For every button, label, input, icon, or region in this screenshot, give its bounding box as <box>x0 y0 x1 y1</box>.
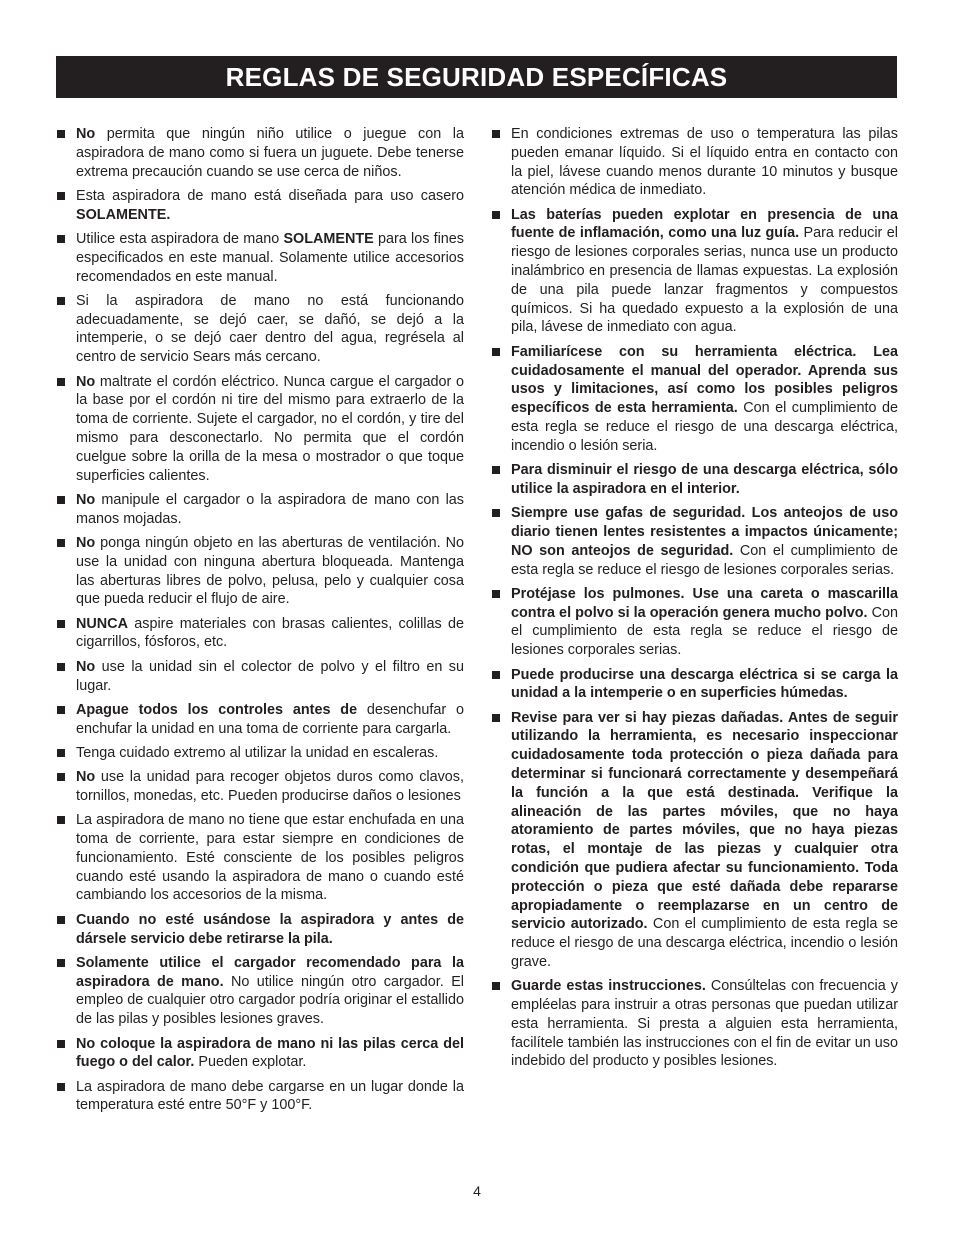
rule-item <box>56 811 464 905</box>
rule-text: La aspiradora de mano debe cargarse en un lugar donde la temperatura esté entre 50°F y 100°F. <box>76 1078 464 1114</box>
square-bullet-icon <box>492 671 500 679</box>
rule-item <box>56 230 464 286</box>
rule-item <box>56 658 464 696</box>
page-title: REGLAS DE SEGURIDAD ESPECÍFICAS <box>225 61 728 92</box>
square-bullet-icon <box>57 130 65 138</box>
square-bullet-icon <box>492 211 500 219</box>
rule-text-bold: Solamente utilice el cargador recomendado para la aspiradora de mano. <box>76 954 464 990</box>
rule-item <box>56 701 464 739</box>
rule-text: La aspiradora de mano no tiene que estar enchufada en una toma de corriente, para estar siempre en condiciones de funcionamiento. Esté consciente de los posibles peligros cuando esté usando la aspiradora de mano o cuando esté cambiando los accesorios de la misma. <box>76 812 464 904</box>
rule-text-bold: Protéjase los pulmones. Use una careta o mascarilla contra el polvo si la operación genera mucho polvo. <box>511 585 898 621</box>
rule-item <box>56 768 464 806</box>
rule-text: Con el cumplimiento de esta regla se reduce el riesgo de lesiones corporales serias. <box>511 604 898 659</box>
rule-text: En condiciones extremas de uso o temperatura las pilas pueden emanar líquido. Si el líquido entra en contacto con la piel, lávese cuando menos durante 10 minutos y busque atención médica de inmediato. <box>511 126 898 199</box>
square-bullet-icon <box>57 1083 65 1091</box>
rule-item <box>491 206 898 338</box>
square-bullet-icon <box>57 959 65 967</box>
rule-text-bold: Revise para ver si hay piezas dañadas. Antes de seguir utilizando la herramienta, es necesario inspeccionar cuidadosamente toda protección o pieza dañada para determinar si funcionará correctamente y desempeñará la función a la que está destinada. Verifique la alineación de las partes móviles, que no haya atoramiento de partes móviles, que no haya piezas rotas, el montaje de las piezas y cualquier otra condición que pudiera afectar su funcionamiento. Toda protección o pieza que esté dañada debe repararse apropiadamente o reemplazarse en un centro de servicio autorizado. <box>511 709 898 933</box>
rule-text-bold: SOLAMENTE <box>283 230 374 247</box>
square-bullet-icon <box>57 816 65 824</box>
square-bullet-icon <box>57 663 65 671</box>
rule-text-bold: NUNCA <box>76 615 128 632</box>
right-rules-list <box>491 125 898 1071</box>
square-bullet-icon <box>492 982 500 990</box>
rule-text-bold: Apague todos los controles antes de <box>76 701 358 718</box>
square-bullet-icon <box>57 1040 65 1048</box>
square-bullet-icon <box>57 749 65 757</box>
rule-text-bold: SOLAMENTE. <box>76 206 171 223</box>
rule-item <box>491 977 898 1071</box>
rule-text: Esta aspiradora de mano está diseñada para uso casero <box>76 187 464 204</box>
rule-text-bold: No <box>76 658 96 675</box>
rule-text: Con el cumplimiento de esta regla se reduce el riesgo de lesiones corporales serias. <box>511 542 898 578</box>
square-bullet-icon <box>492 130 500 138</box>
rule-text-bold: No <box>76 126 96 142</box>
rule-item <box>491 666 898 704</box>
rule-text: desenchufar o enchufar la unidad en una toma de corriente para cargarla. <box>76 701 464 737</box>
right-column <box>491 125 898 1077</box>
rule-text: Consúltelas con frecuencia y empléelas para instruir a otras personas que puedan utilizar esta herramienta. Si presta a alguien esta herramienta, facilítele también las instrucciones con el fin de evitar un uso indebido del producto y posibles lesiones. <box>511 978 898 1070</box>
rule-text-bold: Puede producirse una descarga eléctrica si se carga la unidad a la intemperie o en superficies húmedas. <box>511 666 898 702</box>
square-bullet-icon <box>57 192 65 200</box>
rule-item <box>491 585 898 660</box>
rule-item <box>491 343 898 456</box>
rule-item <box>491 709 898 972</box>
rule-item <box>56 911 464 949</box>
rule-text-bold: No <box>76 769 96 786</box>
rule-item <box>56 491 464 529</box>
rule-text: Pueden explotar. <box>194 1054 307 1071</box>
rule-text: para los fines especificados en este manual. Solamente utilice accesorios recomendados en este manual. <box>76 230 465 285</box>
rule-text: ponga ningún objeto en las aberturas de ventilación. No use la unidad con ninguna abertura bloqueada. Mantenga las aberturas libres de polvo, pelusa, pelo y cualquier cosa que pueda reducir el flujo de aire. <box>76 534 464 608</box>
square-bullet-icon <box>492 466 500 474</box>
rule-text: maltrate el cordón eléctrico. Nunca cargue el cargador o la base por el cordón ni tire del mismo para extraerlo de la toma de corriente. Sujete el cargador, no el cordón, y tire del mismo para desconectarlo. No permita que el cordón cuelgue sobre la orilla de la mesa o mostrador o que toque superficies calientes. <box>76 373 464 484</box>
rule-text-bold: No <box>76 491 96 508</box>
title-bar <box>56 56 897 98</box>
rule-text-bold: Cuando no esté usándose la aspiradora y antes de dársele servicio debe retirarse la pila. <box>76 911 464 947</box>
square-bullet-icon <box>57 916 65 924</box>
rule-item <box>56 125 464 181</box>
square-bullet-icon <box>57 297 65 305</box>
rule-text: permita que ningún niño utilice o juegue con la aspiradora de mano como si fuera un juguete. Debe tenerse extrema precaución cuando se use cerca de niños. <box>76 126 464 180</box>
square-bullet-icon <box>57 378 65 386</box>
square-bullet-icon <box>57 620 65 628</box>
rule-text: manipule el cargador o la aspiradora de mano con las manos mojadas. <box>76 491 464 527</box>
square-bullet-icon <box>492 590 500 598</box>
rule-item <box>56 292 464 367</box>
rule-text-bold: Las baterías pueden explotar en presencia de una fuente de inflamación, como una luz guía. <box>511 206 898 242</box>
square-bullet-icon <box>57 539 65 547</box>
left-rules-list <box>56 125 464 1115</box>
square-bullet-icon <box>57 496 65 504</box>
rule-text-bold: No coloque la aspiradora de mano ni las pilas cerca del fuego o del calor. <box>76 1035 464 1071</box>
rule-item <box>56 373 464 486</box>
square-bullet-icon <box>57 235 65 243</box>
rule-text: Utilice esta aspiradora de mano <box>76 230 284 247</box>
rule-text: Con el cumplimiento de esta regla se reduce el riesgo de una descarga eléctrica, incendio o lesión grave. <box>511 916 898 970</box>
rule-text-bold: Para disminuir el riesgo de una descarga eléctrica, sólo utilice la aspiradora en el interior. <box>511 462 898 497</box>
rule-text-bold: Familiarícese con su herramienta eléctrica. Lea cuidadosamente el manual del operador. Aprenda sus usos y limitaciones, así como los posibles peligros específicos de esta herramienta. <box>511 343 898 417</box>
rule-item <box>491 461 898 499</box>
rule-text: Si la aspiradora de mano no está funcionando adecuadamente, se dejó caer, se dañó, se dejó a la intemperie, o se dejó caer dentro del agua, regrésela al centro de servicio Sears más cercano. <box>76 292 464 366</box>
left-column <box>56 125 464 1121</box>
square-bullet-icon <box>57 706 65 714</box>
rule-text: use la unidad sin el colector de polvo y el filtro en su lugar. <box>76 658 464 694</box>
rule-text: Para reducir el riesgo de lesiones corporales serias, nunca use un producto inalámbrico en presencia de llamas expuestas. La explosión de una pila puede lanzar fragmentos y compuestos químicos. Si ha quedado expuesto a la explosión de una pila, lávese de inmediato con agua. <box>511 225 898 336</box>
square-bullet-icon <box>492 714 500 722</box>
square-bullet-icon <box>492 509 500 517</box>
rule-item <box>491 125 898 200</box>
rule-item <box>56 534 464 609</box>
rule-text: use la unidad para recoger objetos duros como clavos, tornillos, monedas, etc. Pueden producirse daños o lesiones <box>76 769 464 804</box>
rule-item <box>56 954 464 1029</box>
rule-text: Tenga cuidado extremo al utilizar la unidad en escaleras. <box>76 744 439 761</box>
rule-item <box>491 504 898 579</box>
square-bullet-icon <box>57 773 65 781</box>
rule-item <box>56 1078 464 1116</box>
rule-item <box>56 615 464 653</box>
page-number: 4 <box>473 1183 481 1199</box>
rule-item <box>56 744 464 763</box>
square-bullet-icon <box>492 348 500 356</box>
rule-text-bold: Siempre use gafas de seguridad. Los anteojos de uso diario tienen lentes resistentes a impactos únicamente; NO son anteojos de seguridad. <box>511 505 898 559</box>
rule-item <box>56 187 464 225</box>
rule-text: Con el cumplimiento de esta regla se reduce el riesgo de una descarga eléctrica, incendio o lesión seria. <box>511 400 898 454</box>
rule-text-bold: No <box>76 534 96 551</box>
rule-text-bold: No <box>76 373 96 390</box>
rule-text: aspire materiales con brasas calientes, colillas de cigarrillos, fósforos, etc. <box>76 615 464 651</box>
rule-text: No utilice ningún otro cargador. El empleo de cualquier otro cargador podría originar el estallido de las pilas y posibles lesiones graves. <box>76 973 464 1028</box>
rule-text-bold: Guarde estas instrucciones. <box>511 978 706 995</box>
rule-item <box>56 1035 464 1073</box>
